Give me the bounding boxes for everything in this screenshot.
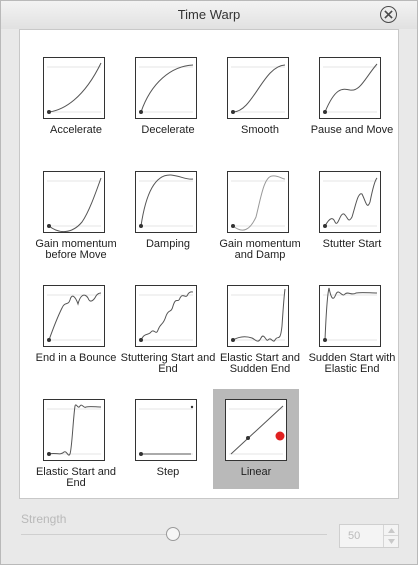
curve-thumbnail — [319, 57, 381, 119]
title-bar — [1, 1, 417, 29]
spin-down-button[interactable] — [383, 536, 398, 547]
curve-end-in-bounce-icon — [44, 286, 104, 346]
preset-label: Decelerate — [141, 124, 195, 136]
preset-label: Gain momentum and Damp — [219, 238, 301, 261]
curve-thumbnail — [43, 285, 105, 347]
curve-thumbnail — [43, 171, 105, 233]
curve-thumbnail — [135, 285, 197, 347]
curve-thumbnail — [227, 285, 289, 347]
curve-thumbnail — [227, 171, 289, 233]
curve-thumbnail — [319, 171, 381, 233]
preset-label: End in a Bounce — [35, 352, 117, 364]
strength-label: Strength — [21, 512, 67, 526]
curve-decelerate-icon — [136, 58, 196, 118]
curve-smooth-icon — [228, 58, 288, 118]
curve-elastic-start-and-end-icon — [44, 400, 104, 460]
preset-damping[interactable] — [125, 171, 211, 269]
preset-label: Smooth — [241, 124, 279, 136]
close-button[interactable] — [380, 6, 397, 23]
strength-slider-thumb[interactable] — [166, 527, 180, 541]
preset-gain-momentum-and-damp[interactable] — [217, 171, 303, 269]
preset-label: Stutter Start — [322, 238, 382, 250]
curve-step-icon — [136, 400, 196, 460]
preset-stuttering-start-and-end[interactable] — [120, 285, 216, 383]
preset-gain-momentum-before-move[interactable] — [33, 171, 119, 269]
preset-elastic-start-and-sudden-end[interactable] — [217, 285, 303, 383]
current-position-marker — [276, 432, 285, 441]
curve-thumbnail — [227, 57, 289, 119]
curve-thumbnail — [135, 57, 197, 119]
preset-pause-and-move[interactable] — [309, 57, 395, 155]
preset-sudden-start-with-elastic-end[interactable] — [309, 285, 395, 383]
preset-end-in-a-bounce[interactable] — [33, 285, 119, 383]
preset-label: Elastic Start and End — [35, 466, 117, 489]
strength-value-input[interactable] — [340, 525, 382, 547]
preset-elastic-start-and-end[interactable] — [33, 399, 119, 497]
curve-damping-icon — [136, 172, 196, 232]
curve-accelerate-icon — [44, 58, 104, 118]
curve-pause-and-move-icon — [320, 58, 380, 118]
caret-down-icon — [388, 539, 395, 544]
window-title: Time Warp — [177, 7, 241, 22]
preset-label: Step — [156, 466, 180, 478]
preset-label: Pause and Move — [310, 124, 394, 136]
spin-up-button[interactable] — [383, 525, 398, 536]
preset-step[interactable] — [125, 399, 211, 497]
curve-stutter-start-icon — [320, 172, 380, 232]
curve-gain-momentum-icon — [44, 172, 104, 232]
curve-sudden-start-elastic-end-icon — [320, 286, 380, 346]
preset-smooth[interactable] — [217, 57, 303, 155]
curve-thumbnail — [135, 171, 197, 233]
preset-linear[interactable] — [213, 389, 299, 489]
preset-stutter-start[interactable] — [309, 171, 395, 269]
preset-label: Stuttering Start and End — [120, 352, 216, 375]
preset-label: Elastic Start and Sudden End — [219, 352, 301, 375]
curve-thumbnail — [43, 57, 105, 119]
curve-linear-icon — [226, 400, 286, 460]
strength-spinbox[interactable] — [339, 524, 399, 548]
preset-label: Sudden Start with Elastic End — [308, 352, 396, 375]
preset-decelerate[interactable] — [125, 57, 211, 155]
curve-elastic-start-sudden-end-icon — [228, 286, 288, 346]
curve-thumbnail — [135, 399, 197, 461]
curve-thumbnail — [43, 399, 105, 461]
close-circle-icon — [384, 10, 393, 19]
curve-gain-momentum-and-damp-icon — [228, 172, 288, 232]
preset-label: Damping — [145, 238, 191, 250]
curve-thumbnail — [225, 399, 287, 461]
preset-label: Accelerate — [50, 124, 102, 136]
preset-panel — [19, 29, 399, 499]
caret-up-icon — [388, 528, 395, 533]
preset-label: Gain momentum before Move — [35, 238, 117, 261]
curve-stuttering-icon — [136, 286, 196, 346]
preset-label: Linear — [240, 466, 272, 478]
preset-accelerate[interactable] — [33, 57, 119, 155]
curve-thumbnail — [319, 285, 381, 347]
